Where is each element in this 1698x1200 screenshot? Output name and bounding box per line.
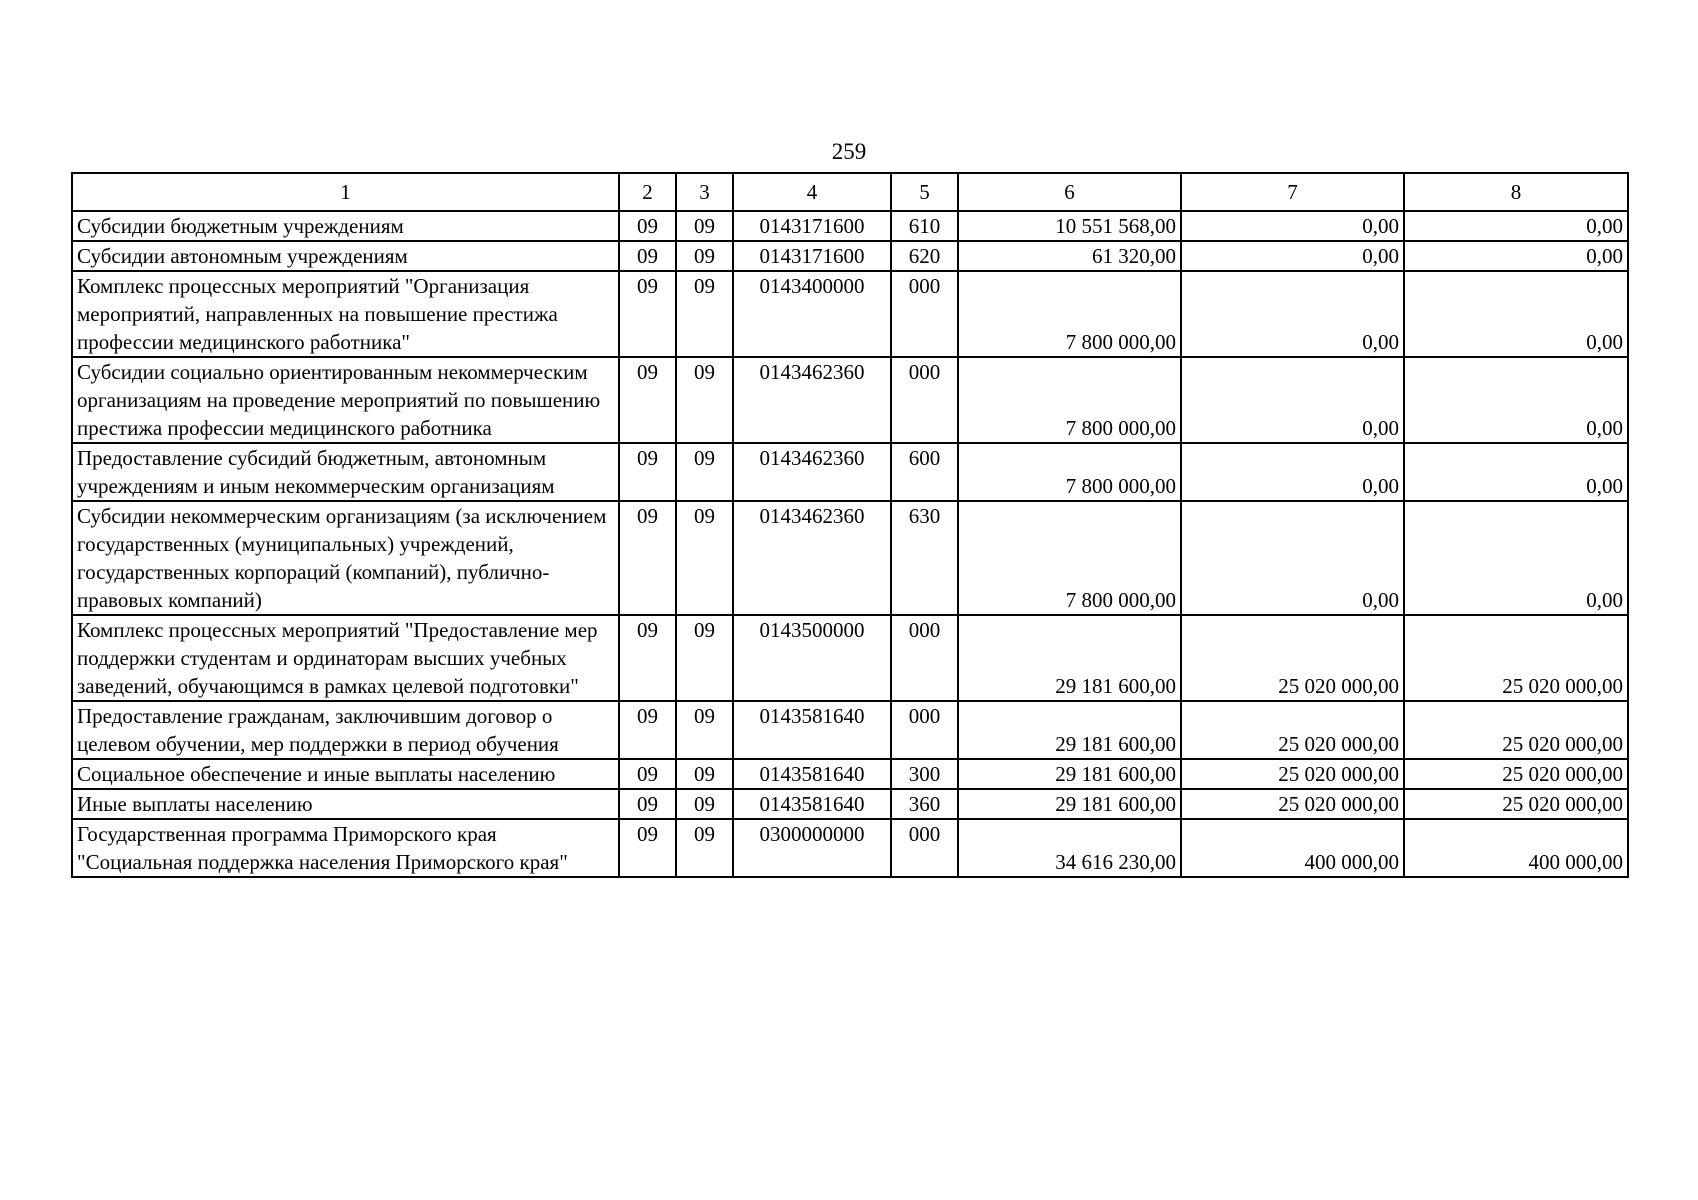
subsection-code: 09 [676, 819, 733, 877]
target-article-code: 0143581640 [733, 789, 891, 819]
table-row [72, 501, 1628, 615]
expense-type-code: 300 [891, 759, 958, 789]
amount-col-8: 25 020 000,00 [1404, 789, 1628, 819]
page-number: 259 [831, 139, 867, 164]
section-code: 09 [619, 241, 676, 271]
expense-type-code: 000 [891, 615, 958, 701]
header-cell-1: 1 [72, 173, 619, 211]
section-code: 09 [619, 701, 676, 759]
header-cell-6: 6 [958, 173, 1181, 211]
section-code: 09 [619, 271, 676, 357]
expense-type-code: 620 [891, 241, 958, 271]
subsection-code: 09 [676, 789, 733, 819]
section-code: 09 [619, 357, 676, 443]
amount-col-6: 7 800 000,00 [958, 357, 1181, 443]
amount-col-8: 0,00 [1404, 501, 1628, 615]
table-row [72, 241, 1628, 271]
target-article-code: 0143462360 [733, 443, 891, 501]
table-row [72, 271, 1628, 357]
target-article-code: 0143400000 [733, 271, 891, 357]
table-header-row [72, 173, 1628, 211]
amount-col-6: 29 181 600,00 [958, 789, 1181, 819]
amount-col-6: 61 320,00 [958, 241, 1181, 271]
item-name: Социальное обеспечение и иные выплаты населению [72, 759, 619, 789]
target-article-code: 0143581640 [733, 759, 891, 789]
subsection-code: 09 [676, 701, 733, 759]
table-row [72, 357, 1628, 443]
header-cell-4: 4 [733, 173, 891, 211]
section-code: 09 [619, 211, 676, 241]
amount-col-8: 25 020 000,00 [1404, 701, 1628, 759]
table-row [72, 789, 1628, 819]
subsection-code: 09 [676, 501, 733, 615]
subsection-code: 09 [676, 443, 733, 501]
amount-col-7: 25 020 000,00 [1181, 789, 1404, 819]
target-article-code: 0143581640 [733, 701, 891, 759]
amount-col-6: 29 181 600,00 [958, 615, 1181, 701]
expense-type-code: 360 [891, 789, 958, 819]
subsection-code: 09 [676, 211, 733, 241]
amount-col-7: 0,00 [1181, 501, 1404, 615]
amount-col-6: 34 616 230,00 [958, 819, 1181, 877]
budget-table [71, 172, 1629, 878]
target-article-code: 0143171600 [733, 241, 891, 271]
amount-col-7: 0,00 [1181, 443, 1404, 501]
section-code: 09 [619, 615, 676, 701]
amount-col-8: 0,00 [1404, 443, 1628, 501]
target-article-code: 0143500000 [733, 615, 891, 701]
target-article-code: 0143171600 [733, 211, 891, 241]
table-row [72, 701, 1628, 759]
amount-col-7: 0,00 [1181, 357, 1404, 443]
amount-col-7: 0,00 [1181, 241, 1404, 271]
subsection-code: 09 [676, 759, 733, 789]
target-article-code: 0143462360 [733, 357, 891, 443]
item-name: Предоставление субсидий бюджетным, автономным учреждениям и иным некоммерческим организациям [72, 443, 619, 501]
header-cell-5: 5 [891, 173, 958, 211]
header-cell-3: 3 [676, 173, 733, 211]
expense-type-code: 000 [891, 271, 958, 357]
header-cell-8: 8 [1404, 173, 1628, 211]
amount-col-8: 0,00 [1404, 357, 1628, 443]
amount-col-7: 0,00 [1181, 211, 1404, 241]
amount-col-7: 25 020 000,00 [1181, 615, 1404, 701]
amount-col-6: 7 800 000,00 [958, 271, 1181, 357]
item-name: Субсидии социально ориентированным некоммерческим организациям на проведение мероприятий по повышению престижа профессии медицинского работника [72, 357, 619, 443]
target-article-code: 0300000000 [733, 819, 891, 877]
item-name: Иные выплаты населению [72, 789, 619, 819]
header-cell-7: 7 [1181, 173, 1404, 211]
expense-type-code: 630 [891, 501, 958, 615]
amount-col-6: 7 800 000,00 [958, 501, 1181, 615]
subsection-code: 09 [676, 271, 733, 357]
subsection-code: 09 [676, 615, 733, 701]
target-article-code: 0143462360 [733, 501, 891, 615]
table-row [72, 819, 1628, 877]
item-name: Комплекс процессных мероприятий "Предоставление мер поддержки студентам и ординаторам высших учебных заведений, обучающимся в рамках целевой подготовки" [72, 615, 619, 701]
expense-type-code: 610 [891, 211, 958, 241]
amount-col-7: 400 000,00 [1181, 819, 1404, 877]
item-name: Комплекс процессных мероприятий "Организация мероприятий, направленных на повышение престижа профессии медицинского работника" [72, 271, 619, 357]
expense-type-code: 000 [891, 701, 958, 759]
amount-col-8: 25 020 000,00 [1404, 615, 1628, 701]
amount-col-6: 10 551 568,00 [958, 211, 1181, 241]
table-row [72, 443, 1628, 501]
section-code: 09 [619, 789, 676, 819]
expense-type-code: 000 [891, 819, 958, 877]
expense-type-code: 000 [891, 357, 958, 443]
item-name: Государственная программа Приморского края "Социальная поддержка населения Приморского края" [72, 819, 619, 877]
table-row [72, 615, 1628, 701]
amount-col-6: 29 181 600,00 [958, 759, 1181, 789]
amount-col-8: 25 020 000,00 [1404, 759, 1628, 789]
amount-col-8: 0,00 [1404, 211, 1628, 241]
amount-col-7: 25 020 000,00 [1181, 759, 1404, 789]
section-code: 09 [619, 819, 676, 877]
section-code: 09 [619, 443, 676, 501]
amount-col-8: 0,00 [1404, 271, 1628, 357]
expense-type-code: 600 [891, 443, 958, 501]
item-name: Субсидии автономным учреждениям [72, 241, 619, 271]
table-row [72, 759, 1628, 789]
subsection-code: 09 [676, 357, 733, 443]
amount-col-6: 29 181 600,00 [958, 701, 1181, 759]
table-row [72, 211, 1628, 241]
amount-col-7: 25 020 000,00 [1181, 701, 1404, 759]
section-code: 09 [619, 759, 676, 789]
item-name: Предоставление гражданам, заключившим договор о целевом обучении, мер поддержки в период обучения [72, 701, 619, 759]
item-name: Субсидии бюджетным учреждениям [72, 211, 619, 241]
amount-col-6: 7 800 000,00 [958, 443, 1181, 501]
amount-col-8: 400 000,00 [1404, 819, 1628, 877]
item-name: Субсидии некоммерческим организациям (за исключением государственных (муниципальных) учреждений, государственных корпораций (компаний), публично-правовых компаний) [72, 501, 619, 615]
subsection-code: 09 [676, 241, 733, 271]
amount-col-7: 0,00 [1181, 271, 1404, 357]
header-cell-2: 2 [619, 173, 676, 211]
amount-col-8: 0,00 [1404, 241, 1628, 271]
section-code: 09 [619, 501, 676, 615]
